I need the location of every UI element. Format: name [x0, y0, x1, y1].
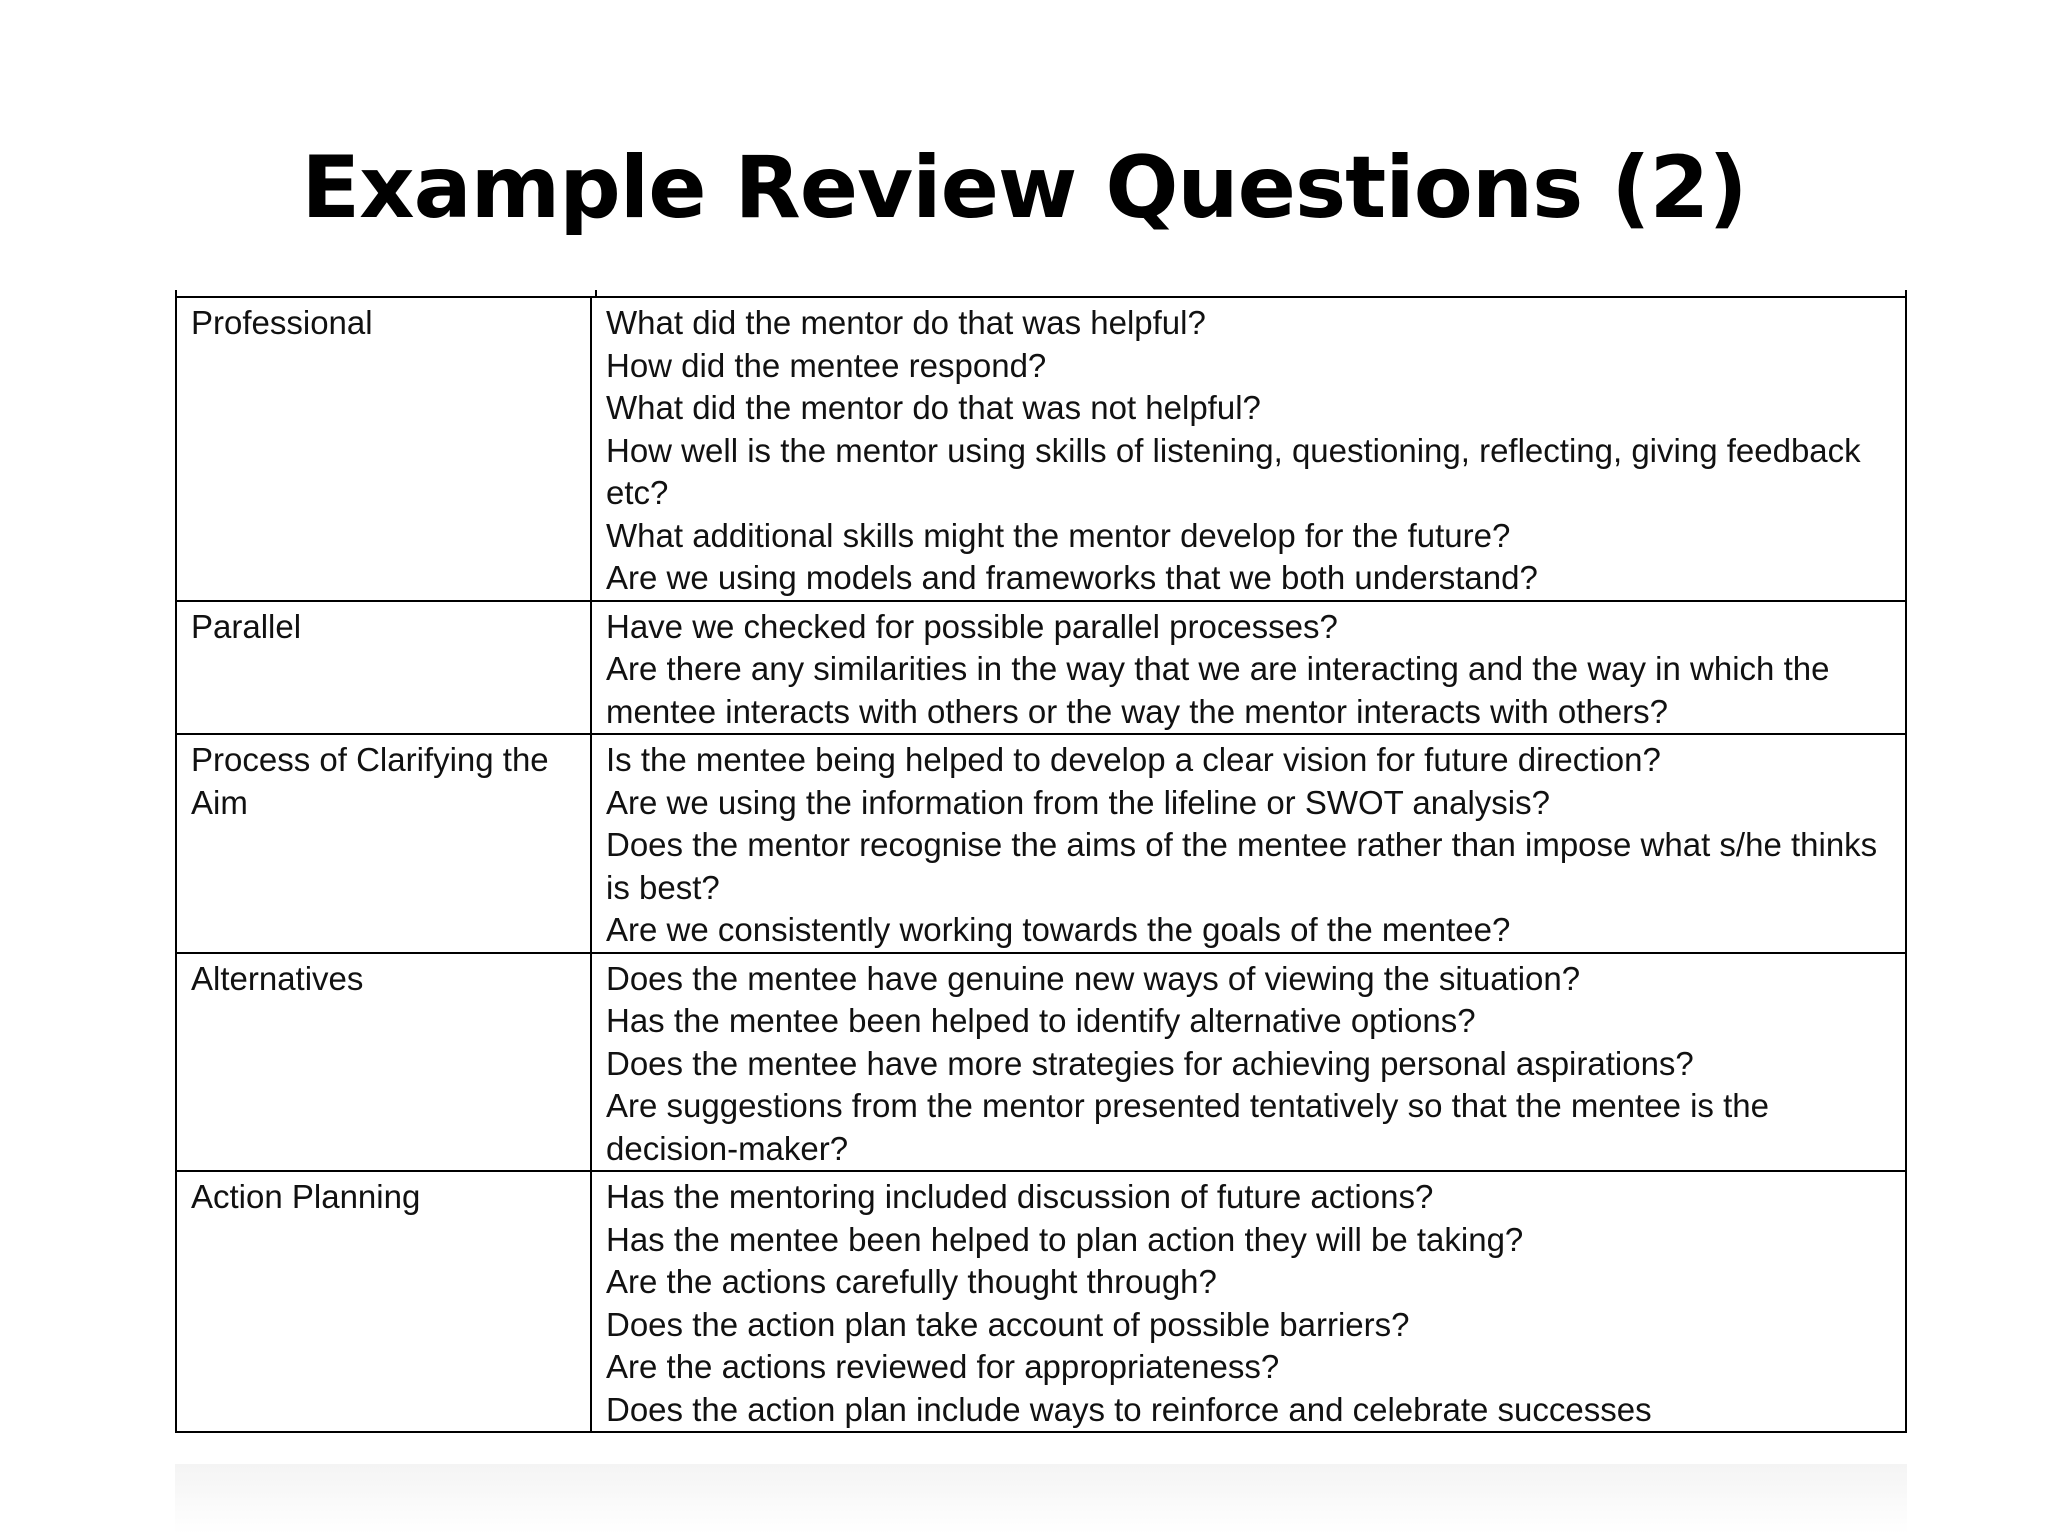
question-item: Have we checked for possible parallel processes?	[606, 607, 1338, 645]
question-item: Are we using the information from the lifeline or SWOT analysis?	[606, 783, 1550, 821]
question-item: Are the actions reviewed for appropriateness?	[606, 1348, 1280, 1385]
questions-cell	[591, 297, 1906, 601]
question-item: How well is the mentor using skills of listening, questioning, reflecting, giving feedback etc?	[606, 431, 1861, 511]
question-item: What additional skills might the mentor develop for the future?	[606, 516, 1511, 554]
table-bottom-shadow	[175, 1464, 1907, 1534]
category-label: Alternatives	[191, 959, 364, 997]
question-item: Are we consistently working towards the goals of the mentee?	[606, 911, 1511, 948]
question-item: What did the mentor do that was helpful?	[606, 304, 1206, 341]
question-item: Does the mentor recognise the aims of the mentee rather than impose what s/he thinks is best?	[606, 826, 1878, 906]
question-item: Does the action plan include ways to reinforce and celebrate successes	[606, 1390, 1652, 1428]
question-item: Are suggestions from the mentor presented tentatively so that the mentee is the decision-maker?	[606, 1087, 1769, 1167]
questions-cell	[591, 601, 1906, 735]
table-row-action-planning	[176, 1171, 1906, 1432]
category-cell	[176, 601, 591, 735]
table-row-process-of-clarifying-the-aim	[176, 734, 1906, 953]
question-item: Has the mentee been helped to identify alternative options?	[606, 1002, 1476, 1039]
question-item: Has the mentee been helped to plan action they will be taking?	[606, 1220, 1524, 1258]
question-item: Has the mentoring included discussion of future actions?	[606, 1178, 1434, 1215]
question-item: What did the mentor do that was not helpful?	[606, 389, 1261, 426]
table-row-parallel	[176, 601, 1906, 735]
question-item: Does the action plan take account of possible barriers?	[606, 1305, 1410, 1343]
question-item: Does the mentee have more strategies for achieving personal aspirations?	[606, 1044, 1694, 1082]
question-item: Are we using models and frameworks that we both understand?	[606, 559, 1538, 596]
question-item: Does the mentee have genuine new ways of viewing the situation?	[606, 959, 1581, 997]
category-label: Parallel	[191, 607, 302, 645]
review-questions-table	[175, 296, 1907, 1433]
question-item: Is the mentee being helped to develop a clear vision for future direction?	[606, 741, 1661, 778]
table-row-professional	[176, 297, 1906, 601]
category-cell	[176, 1171, 591, 1432]
questions-cell	[591, 1171, 1906, 1432]
category-cell	[176, 734, 591, 953]
category-cell	[176, 297, 591, 601]
table-row-alternatives	[176, 953, 1906, 1172]
category-label: Process of Clarifying the Aim	[191, 741, 549, 821]
category-label: Action Planning	[191, 1178, 421, 1215]
category-label: Professional	[191, 304, 373, 341]
question-item: Are there any similarities in the way that we are interacting and the way in which the mentee interacts with others or the way the mentor interacts with others?	[606, 650, 1830, 730]
question-item: How did the mentee respond?	[606, 346, 1047, 384]
category-cell	[176, 953, 591, 1172]
slide-title: Example Review Questions (2)	[301, 138, 1747, 238]
question-item: Are the actions carefully thought through?	[606, 1263, 1217, 1300]
questions-cell	[591, 734, 1906, 953]
questions-cell	[591, 953, 1906, 1172]
